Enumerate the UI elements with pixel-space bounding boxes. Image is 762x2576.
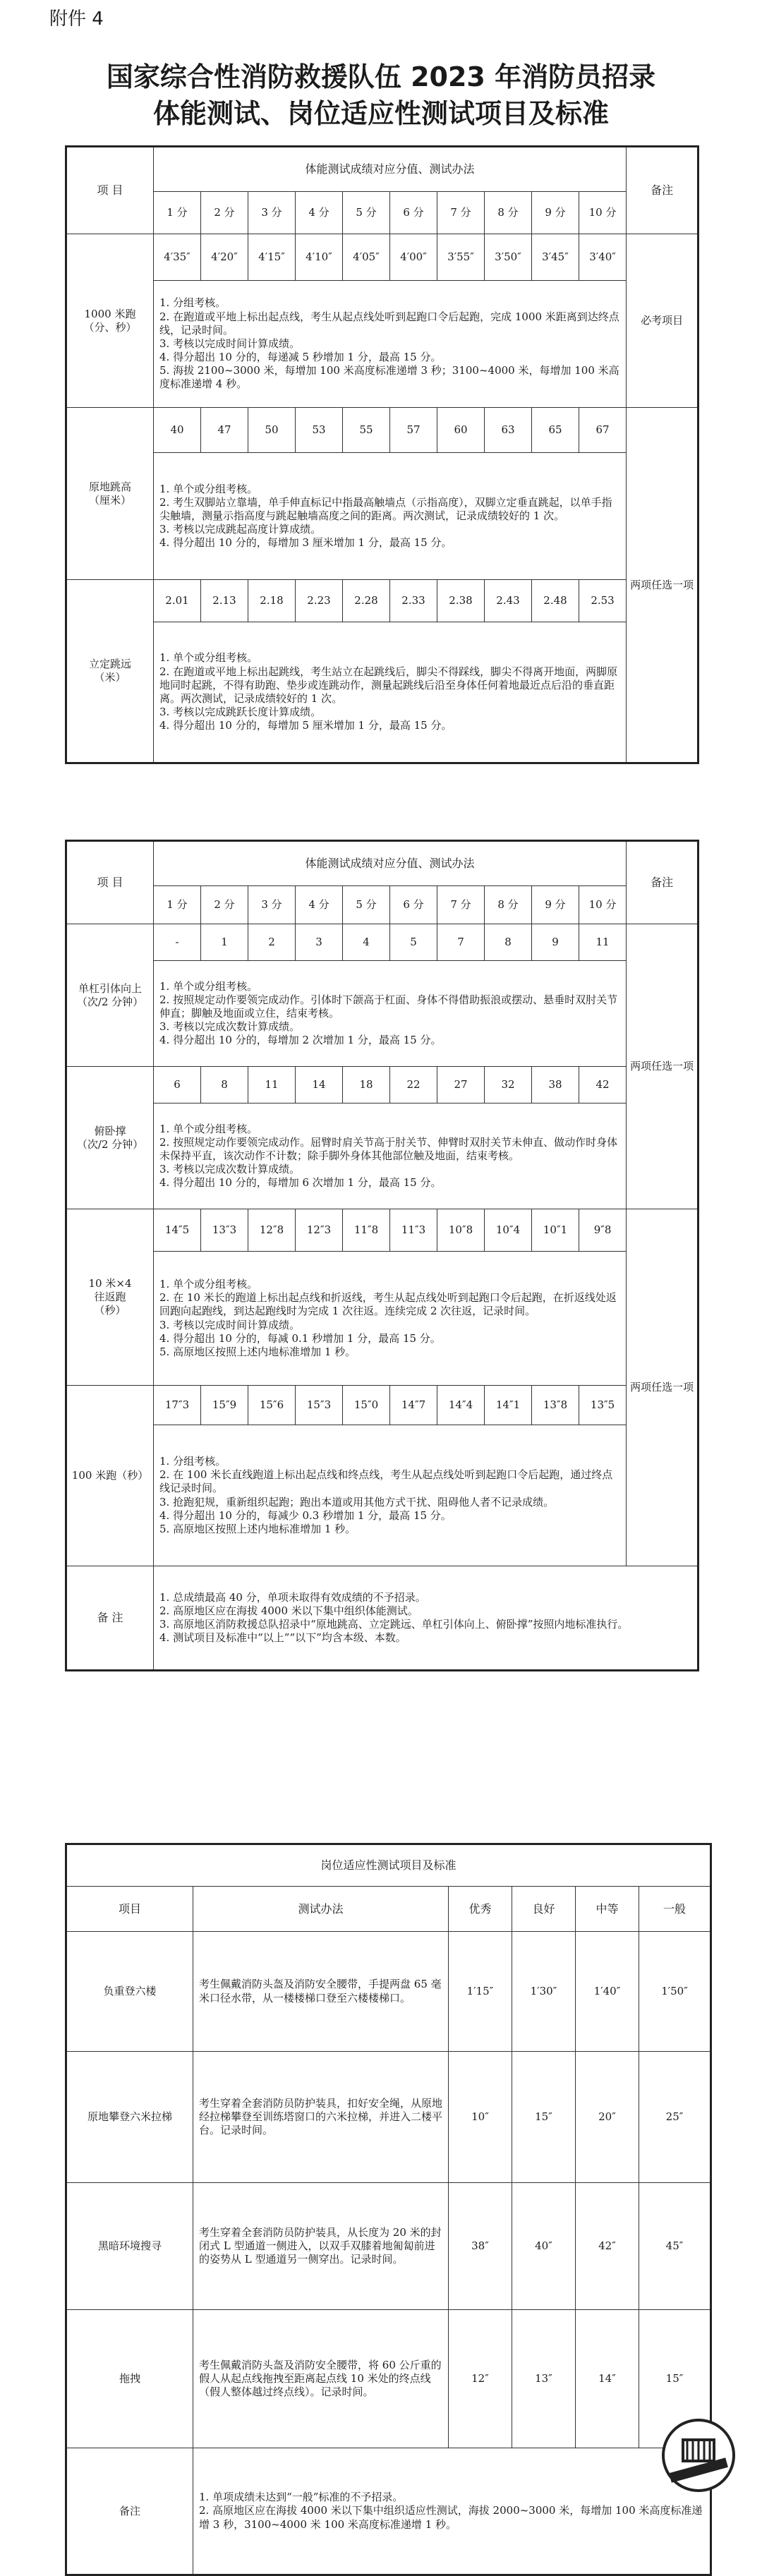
- value-cell: 38: [532, 1067, 579, 1103]
- value-cell: 1′30″: [512, 1932, 576, 2052]
- value-cell: 13″5: [579, 1386, 627, 1425]
- value-cell: 32: [485, 1067, 532, 1103]
- fitness-table-part2: [65, 840, 699, 1671]
- remark-notes: 1. 单项成绩未达到“一般”标准的不予招录。 2. 高原地区应在海拔 4000 米以下集中组织适应性测试，海拔 2000~3000 米，每增加 100 米高度标准递增 3 秒，3100~4000 米 100 米高度标准递增 1 秒。: [193, 2448, 711, 2575]
- score-cell: 10 分: [579, 192, 627, 234]
- value-cell: 13″: [512, 2310, 576, 2448]
- value-cell: 2.38: [437, 580, 485, 622]
- item-name-run1000: 1000 米跑 （分、秒）: [66, 234, 154, 408]
- pullup-values-row: [66, 924, 698, 961]
- score-cell: 4 分: [296, 886, 343, 924]
- value-cell: 63: [485, 408, 532, 453]
- item-name: 原地攀登六米拉梯: [66, 2052, 193, 2183]
- item-name: 负重登六楼: [66, 1932, 193, 2052]
- value-cell: 4′20″: [201, 234, 248, 281]
- score-cell: 4 分: [296, 192, 343, 234]
- score-cell: 10 分: [579, 886, 627, 924]
- value-cell: 3′40″: [579, 234, 627, 281]
- value-cell: 40″: [512, 2183, 576, 2310]
- value-cell: 14″1: [485, 1386, 532, 1425]
- desc-highjump: 1. 单个或分组考核。 2. 考生双脚站立靠墙，单手伸直标记中指最高触墙点（示指高度），双脚立定垂直跳起，以单手指尖触墙，测量示指高度与跳起触墙高度之间的距离。两次测试，记录成绩较好的 1 次。 3. 考核以完成跳起高度计算成绩。 4. 得分超出 10 分的，每增加 3 厘米增加 1 分，最高 15 分。: [154, 453, 627, 580]
- value-cell: 25″: [639, 2052, 711, 2183]
- score-cell: 8 分: [485, 192, 532, 234]
- post-adaptability-table: [65, 1843, 712, 2576]
- item-name-pullup: 单杠引体向上 （次/2 分钟）: [66, 924, 154, 1067]
- header-method: 测试办法: [193, 1887, 449, 1932]
- remark-choose-one-a: 两项任选一项: [627, 924, 698, 1209]
- value-cell: 2: [248, 924, 296, 961]
- value-cell: 12″: [449, 2310, 512, 2448]
- value-cell: 9: [532, 924, 579, 961]
- score-cell: 1 分: [154, 886, 201, 924]
- run100-values-row: [66, 1386, 698, 1425]
- item-desc: 考生佩戴消防头盔及消防安全腰带，手提两盘 65 毫米口径水带，从一楼楼梯口登至六楼楼梯口。: [193, 1932, 449, 2052]
- value-cell: 3: [296, 924, 343, 961]
- item-name-shuttle: 10 米×4 往返跑 （秒）: [66, 1209, 154, 1386]
- score-cell: 7 分: [437, 886, 485, 924]
- value-cell: 22: [390, 1067, 437, 1103]
- page-title-line2: 体能测试、岗位适应性测试项目及标准: [152, 98, 609, 129]
- value-cell: 10″1: [532, 1209, 579, 1252]
- score-cell: 5 分: [343, 192, 390, 234]
- score-header-row: [66, 886, 698, 924]
- table-row: [66, 1932, 711, 2052]
- header-item: 项 目: [66, 841, 154, 924]
- value-cell: 20″: [576, 2052, 639, 2183]
- value-cell: 14″7: [390, 1386, 437, 1425]
- value-cell: 2.33: [390, 580, 437, 622]
- value-cell: 15″6: [248, 1386, 296, 1425]
- page-title-line1: 国家综合性消防救援队伍 2023 年消防员招录: [106, 61, 656, 92]
- value-cell: 2.18: [248, 580, 296, 622]
- value-cell: 45″: [639, 2183, 711, 2310]
- value-cell: 65: [532, 408, 579, 453]
- value-cell: 4′05″: [343, 234, 390, 281]
- remark-label: 备 注: [66, 1566, 154, 1671]
- value-cell: 4′35″: [154, 234, 201, 281]
- desc-pullup: 1. 单个或分组考核。 2. 按照规定动作要领完成动作。引体时下颌高于杠面、身体不得借助振浪或摆动、悬垂时双肘关节伸直；脚触及地面或立住，结束考核。 3. 考核以完成次数计算成绩。 4. 得分超出 10 分的，每增加 2 次增加 1 分，最高 15 分。: [154, 961, 627, 1067]
- value-cell: 13″3: [201, 1209, 248, 1252]
- value-cell: 7: [437, 924, 485, 961]
- header-item: 项 目: [66, 147, 154, 234]
- annex-label: 附件 4: [49, 8, 104, 30]
- header-score-span: 体能测试成绩对应分值、测试办法: [154, 841, 627, 886]
- remark-choose-one: 两项任选一项: [627, 408, 698, 763]
- score-cell: 2 分: [201, 886, 248, 924]
- score-cell: 6 分: [390, 886, 437, 924]
- fitness-table-part1: [65, 145, 699, 764]
- value-cell: 2.28: [343, 580, 390, 622]
- value-cell: 14″4: [437, 1386, 485, 1425]
- value-cell: 42: [579, 1067, 627, 1103]
- value-cell: 4′00″: [390, 234, 437, 281]
- table-row: [66, 2183, 711, 2310]
- header-score-span: 体能测试成绩对应分值、测试办法: [154, 147, 627, 192]
- value-cell: 14: [296, 1067, 343, 1103]
- value-cell: 4: [343, 924, 390, 961]
- value-cell: 4′15″: [248, 234, 296, 281]
- item-name: 拖拽: [66, 2310, 193, 2448]
- value-cell: 42″: [576, 2183, 639, 2310]
- highjump-values-row: [66, 408, 698, 453]
- value-cell: 15″3: [296, 1386, 343, 1425]
- score-header-row: [66, 192, 698, 234]
- value-cell: 50: [248, 408, 296, 453]
- header-level-good: 良好: [512, 1887, 576, 1932]
- value-cell: 2.23: [296, 580, 343, 622]
- value-cell: 60: [437, 408, 485, 453]
- value-cell: 2.53: [579, 580, 627, 622]
- value-cell: 15″0: [343, 1386, 390, 1425]
- value-cell: 27: [437, 1067, 485, 1103]
- item-name-highjump: 原地跳高 （厘米）: [66, 408, 154, 580]
- value-cell: 38″: [449, 2183, 512, 2310]
- value-cell: 1′40″: [576, 1932, 639, 2052]
- value-cell: 57: [390, 408, 437, 453]
- value-cell: 67: [579, 408, 627, 453]
- score-cell: 5 分: [343, 886, 390, 924]
- value-cell: 2.43: [485, 580, 532, 622]
- desc-run1000: 1. 分组考核。 2. 在跑道或平地上标出起点线，考生从起点线处听到起跑口令后起跑，完成 1000 米距离到达终点线，记录时间。 3. 考核以完成时间计算成绩。 4. 得分超出 10 分的，每递减 5 秒增加 1 分，最高 15 分。 5. 海拔 2100~3000 米，每增加 100 米高度标准递增 3 秒；3100~4000 米，每增加 100 米高度标准递增 4 秒。: [154, 281, 627, 408]
- score-cell: 3 分: [248, 886, 296, 924]
- value-cell: 6: [154, 1067, 201, 1103]
- value-cell: 15″9: [201, 1386, 248, 1425]
- value-cell: 10″8: [437, 1209, 485, 1252]
- value-cell: 3′45″: [532, 234, 579, 281]
- item-name: 黑暗环境搜寻: [66, 2183, 193, 2310]
- value-cell: 5: [390, 924, 437, 961]
- value-cell: 13″8: [532, 1386, 579, 1425]
- header-level-excellent: 优秀: [449, 1887, 512, 1932]
- remark-label: 备注: [66, 2448, 193, 2575]
- value-cell: 15″: [512, 2052, 576, 2183]
- shuttle-values-row: [66, 1209, 698, 1252]
- desc-pushup: 1. 单个或分组考核。 2. 按照规定动作要领完成动作。屈臂时肩关节高于肘关节、伸臂时双肘关节未伸直、做动作时身体未保持平直，该次动作不计数；除手脚外身体其他部位触及地面，结束考核。 3. 考核以完成次数计算成绩。 4. 得分超出 10 分的，每增加 6 次增加 1 分，最高 15 分。: [154, 1103, 627, 1209]
- item-name-longjump: 立定跳远 （米）: [66, 580, 154, 763]
- value-cell: 47: [201, 408, 248, 453]
- value-cell: 11: [579, 924, 627, 961]
- watermark-emblem-icon: [656, 2413, 741, 2498]
- score-cell: 3 分: [248, 192, 296, 234]
- value-cell: 15″: [639, 2310, 711, 2448]
- value-cell: 9″8: [579, 1209, 627, 1252]
- score-cell: 1 分: [154, 192, 201, 234]
- value-cell: 1′15″: [449, 1932, 512, 2052]
- header-level-pass: 一般: [639, 1887, 711, 1932]
- score-cell: 2 分: [201, 192, 248, 234]
- value-cell: 40: [154, 408, 201, 453]
- value-cell: 53: [296, 408, 343, 453]
- remark-run1000: 必考项目: [627, 234, 698, 408]
- table-row: [66, 2052, 711, 2183]
- value-cell: 11: [248, 1067, 296, 1103]
- value-cell: 14″5: [154, 1209, 201, 1252]
- value-cell: 1: [201, 924, 248, 961]
- value-cell: 4′10″: [296, 234, 343, 281]
- value-cell: 2.48: [532, 580, 579, 622]
- remark-choose-one-b: 两项任选一项: [627, 1209, 698, 1566]
- value-cell: 12″8: [248, 1209, 296, 1252]
- value-cell: 11″3: [390, 1209, 437, 1252]
- desc-shuttle: 1. 单个或分组考核。 2. 在 10 米长的跑道上标出起点线和折返线，考生从起点线处听到起跑口令后起跑，在折返线处返回跑向起跑线，到达起跑线时为完成 1 次往返。连续完成 2 次往返，记录时间。 3. 考核以完成时间计算成绩。 4. 得分超出 10 分的，每减 0.1 秒增加 1 分，最高 15 分。 5. 高原地区按照上述内地标准增加 1 秒。: [154, 1252, 627, 1386]
- score-cell: 6 分: [390, 192, 437, 234]
- remark-notes: 1. 总成绩最高 40 分，单项未取得有效成绩的不予招录。 2. 高原地区应在海拔 4000 米以下集中组织体能测试。 3. 高原地区消防救援总队招录中“原地跳高、立定跳远、单杠引体向上、俯卧撑”按照内地标准执行。 4. 测试项目及标准中“以上”“以下”均含本级、本数。: [154, 1566, 698, 1671]
- value-cell: 2.01: [154, 580, 201, 622]
- score-cell: 8 分: [485, 886, 532, 924]
- score-cell: 7 分: [437, 192, 485, 234]
- value-cell: 3′55″: [437, 234, 485, 281]
- desc-longjump: 1. 单个或分组考核。 2. 在跑道或平地上标出起跳线，考生站立在起跳线后，脚尖不得踩线，脚尖不得离开地面，两脚原地同时起跳，不得有助跑、垫步或连跳动作，测量起跳线后沿至身体任何着地最近点后沿的垂直距离。两次测试，记录成绩较好的 1 次。 3. 考核以完成跳跃长度计算成绩。 4. 得分超出 10 分的，每增加 5 厘米增加 1 分，最高 15 分。: [154, 622, 627, 763]
- value-cell: 10″: [449, 2052, 512, 2183]
- value-cell: 2.13: [201, 580, 248, 622]
- score-cell: 9 分: [532, 886, 579, 924]
- run1000-values-row: [66, 234, 698, 281]
- value-cell: 17″3: [154, 1386, 201, 1425]
- item-desc: 考生穿着全套消防员防护装具，从长度为 20 米的封闭式 L 型通道一侧进入，以双手双膝着地匍匐前进的姿势从 L 型通道另一侧穿出。记录时间。: [193, 2183, 449, 2310]
- header-item: 项目: [66, 1887, 193, 1932]
- pushup-values-row: [66, 1067, 698, 1103]
- value-cell: 12″3: [296, 1209, 343, 1252]
- value-cell: 55: [343, 408, 390, 453]
- item-desc: 考生佩戴消防头盔及消防安全腰带，将 60 公斤重的假人从起点线拖拽至距离起点线 10 米处的终点线（假人整体越过终点线）。记录时间。: [193, 2310, 449, 2448]
- table3-title: 岗位适应性测试项目及标准: [66, 1844, 711, 1887]
- item-desc: 考生穿着全套消防员防护装具，扣好安全绳，从原地经拉梯攀登至训练塔窗口的六米拉梯，并进入二楼平台。记录时间。: [193, 2052, 449, 2183]
- item-name-run100: 100 米跑（秒）: [66, 1386, 154, 1566]
- value-cell: 1′50″: [639, 1932, 711, 2052]
- desc-run100: 1. 分组考核。 2. 在 100 米长直线跑道上标出起点线和终点线，考生从起点线处听到起跑口令后起跑，通过终点线记录时间。 3. 抢跑犯规，重新组织起跑；跑出本道或用其他方式干扰、阻碍他人者不记录成绩。 4. 得分超出 10 分的，每减少 0.3 秒增加 1 分，最高 15 分。 5. 高原地区按照上述内地标准增加 1 秒。: [154, 1425, 627, 1566]
- header-remark: 备注: [627, 147, 698, 234]
- watermark-logo: [656, 2413, 741, 2498]
- header-remark: 备注: [627, 841, 698, 924]
- value-cell: -: [154, 924, 201, 961]
- item-name-pushup: 俯卧撑 （次/2 分钟）: [66, 1067, 154, 1209]
- value-cell: 18: [343, 1067, 390, 1103]
- table-row: [66, 2310, 711, 2448]
- value-cell: 8: [485, 924, 532, 961]
- header-level-medium: 中等: [576, 1887, 639, 1932]
- value-cell: 14″: [576, 2310, 639, 2448]
- longjump-values-row: [66, 580, 698, 622]
- value-cell: 10″4: [485, 1209, 532, 1252]
- value-cell: 8: [201, 1067, 248, 1103]
- value-cell: 11″8: [343, 1209, 390, 1252]
- score-cell: 9 分: [532, 192, 579, 234]
- value-cell: 3′50″: [485, 234, 532, 281]
